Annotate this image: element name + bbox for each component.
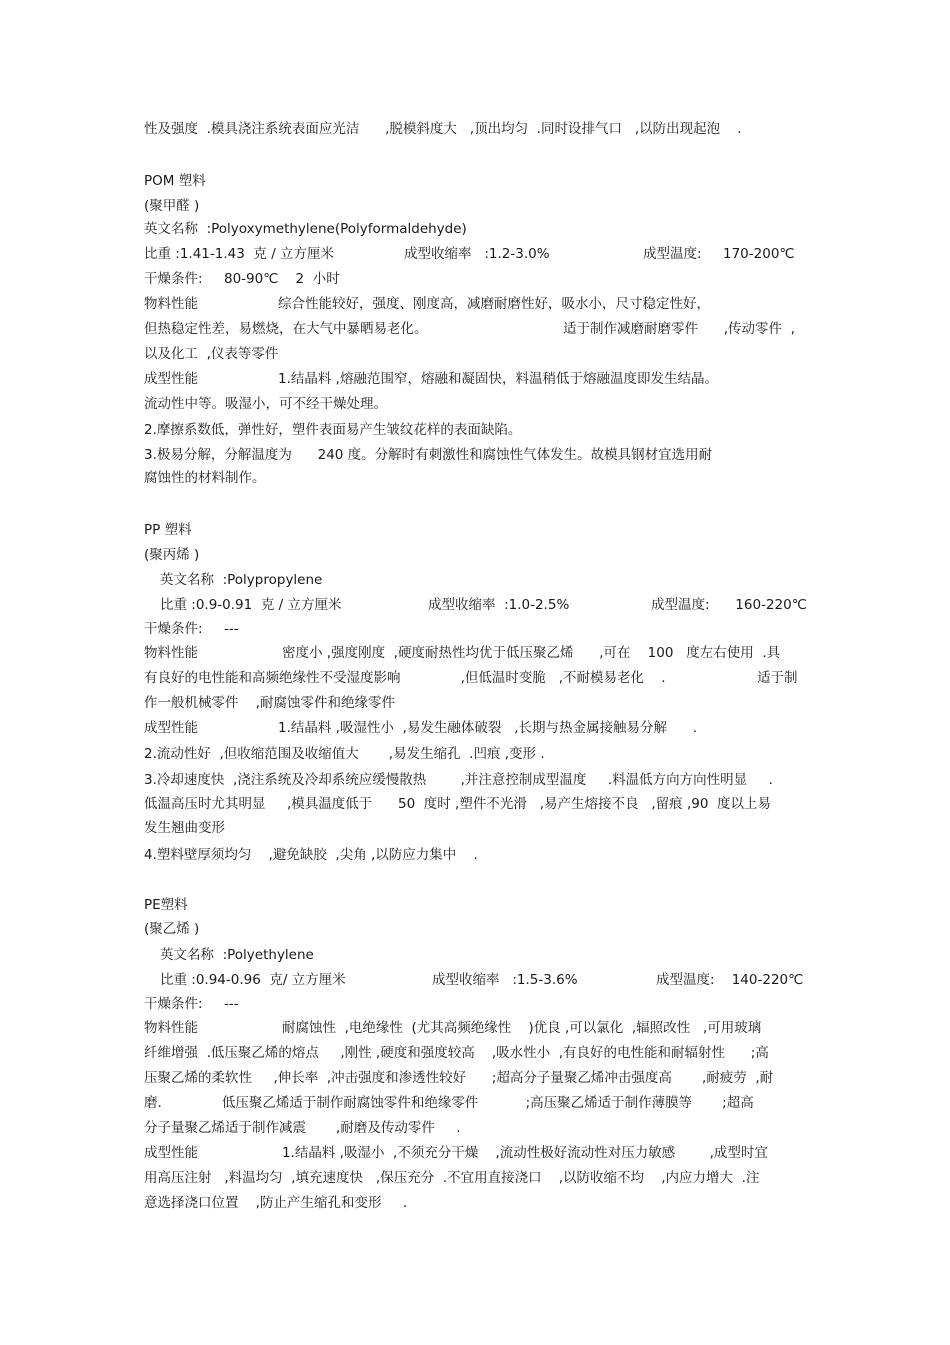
- pom-props-1: 综合性能较好，强度、刚度高，减磨耐磨性好，吸水小，尺寸稳定性好，: [278, 296, 710, 312]
- pp-en-name: 英文名称 :Polypropylene: [160, 572, 323, 588]
- pp-temp: 成型温度: 160-220℃: [651, 597, 807, 613]
- pe-props-2: 纤维增强 .低压聚乙烯的熔点 ,刚性 ,硬度和强度较高 ,吸水性小 ,有良好的电性能和耐辐射性 ;高: [144, 1045, 769, 1061]
- pp-mold-4: 低温高压时尤其明显 ,模具温度低于 50 度时 ,塑件不光滑 ,易产生熔接不良 ,留痕 ,90 度以上易: [144, 796, 772, 812]
- pe-mold-1: 1.结晶料 ,吸湿小 ,不须充分干燥 ,流动性极好流动性对压力敏感 ,成型时宜: [282, 1145, 768, 1161]
- pom-en-name: 英文名称 :Polyoxymethylene(Polyformaldehyde): [144, 221, 467, 237]
- pe-props-3: 压聚乙烯的柔软性 ,伸长率 ,冲击强度和渗透性较好 ;超高分子量聚乙烯冲击强度高 ,耐疲劳 ,耐: [144, 1070, 774, 1086]
- pp-mold-2: 2.流动性好 ,但收缩范围及收缩值大 ,易发生缩孔 .凹痕 ,变形 .: [144, 746, 545, 762]
- pp-props-3: 作一般机械零件 ,耐腐蚀零件和绝缘零件: [144, 695, 395, 711]
- pp-mold-6: 4.塑料壁厚须均匀 ,避免缺胶 ,尖角 ,以防应力集中 .: [144, 847, 478, 863]
- pp-props-1: 密度小 ,强度刚度 ,硬度耐热性均优于低压聚乙烯 ,可在 100 度左右使用 .具: [282, 645, 781, 661]
- pom-drying: 干燥条件: 80-90℃ 2 小时: [144, 271, 340, 287]
- pp-drying: 干燥条件: ---: [144, 621, 239, 637]
- pe-mold-label: 成型性能: [144, 1145, 198, 1161]
- pom-title: POM 塑料: [144, 173, 206, 189]
- pe-cn-name: (聚乙烯 ): [144, 921, 200, 937]
- pom-mold-4: 3.极易分解，分解温度为 240 度。分解时有刺激性和腐蚀性气体发生。故模具钢材宜选用耐: [144, 447, 713, 463]
- pom-mold-5: 腐蚀性的材料制作。: [144, 470, 266, 486]
- pp-props-2b: 适于制: [757, 670, 798, 686]
- pe-props-5: 分子量聚乙烯适于制作减震 ,耐磨及传动零件 .: [144, 1120, 461, 1136]
- pp-props-label: 物料性能: [144, 645, 198, 661]
- pp-props-2: 有良好的电性能和高频绝缘性不受湿度影响 ,但低温时变脆 ,不耐模易老化 .: [144, 670, 666, 686]
- pe-props-1: 耐腐蚀性 ,电绝缘性 (尤其高频绝缘性 )优良 ,可以氯化 ,辐照改性 ,可用玻璃: [282, 1020, 762, 1036]
- pom-mold-1: 1.结晶料 ,熔融范围窄，熔融和凝固快，料温稍低于熔融温度即发生结晶。: [278, 371, 718, 387]
- pom-shrink: 成型收缩率 :1.2-3.0%: [404, 246, 550, 262]
- pp-shrink: 成型收缩率 :1.0-2.5%: [428, 597, 570, 613]
- pom-props-2b: 适于制作减磨耐磨零件 ,传动零件 ,: [563, 321, 795, 337]
- pp-mold-5: 发生翘曲变形: [144, 820, 225, 836]
- pp-title: PP 塑料: [144, 522, 192, 538]
- pom-props-3: 以及化工 ,仪表等零件: [144, 346, 279, 362]
- pe-props-label: 物料性能: [144, 1020, 198, 1036]
- pe-temp: 成型温度: 140-220℃: [656, 972, 804, 988]
- pom-mold-label: 成型性能: [144, 371, 198, 387]
- pp-mold-label: 成型性能: [144, 720, 198, 736]
- pp-density: 比重 :0.9-0.91 克 / 立方厘米: [160, 597, 342, 613]
- pp-mold-3: 3.冷却速度快 ,浇注系统及冷却系统应缓慢散热 ,并注意控制成型温度 .料温低方向方向性明显 .: [144, 772, 773, 788]
- pom-mold-2: 流动性中等。吸湿小，可不经干燥处理。: [144, 396, 387, 412]
- pe-mold-2: 用高压注射 ,料温均匀 ,填充速度快 ,保压充分 .不宜用直接浇口 ,以防收缩不均 ,内应力增大 .注: [144, 1170, 760, 1186]
- pom-density: 比重 :1.41-1.43 克 / 立方厘米: [144, 246, 335, 262]
- pom-props-2a: 但热稳定性差，易燃烧，在大气中暴晒易老化。: [144, 321, 428, 337]
- intro-line: 性及强度 .模具浇注系统表面应光洁 ,脱模斜度大 ,顶出均匀 .同时设排气口 ,以防出现起泡 .: [144, 121, 742, 137]
- pe-mold-3: 意选择浇口位置 ,防止产生缩孔和变形 .: [144, 1195, 408, 1211]
- pe-props-4: 磨. 低压聚乙烯适于制作耐腐蚀零件和绝缘零件 ;高压聚乙烯适于制作薄膜等 ;超高: [144, 1095, 754, 1111]
- pe-en-name: 英文名称 :Polyethylene: [160, 947, 314, 963]
- pp-cn-name: (聚丙烯 ): [144, 547, 200, 563]
- pom-mold-3: 2.摩擦系数低，弹性好，塑件表面易产生皱纹花样的表面缺陷。: [144, 422, 522, 438]
- pom-props-label: 物料性能: [144, 296, 198, 312]
- pp-mold-1: 1.结晶料 ,吸湿性小 ,易发生融体破裂 ,长期与热金属接触易分解 .: [278, 720, 698, 736]
- pe-drying: 干燥条件: ---: [144, 996, 239, 1012]
- pe-density: 比重 :0.94-0.96 克/ 立方厘米: [160, 972, 346, 988]
- pe-shrink: 成型收缩率 :1.5-3.6%: [432, 972, 578, 988]
- pe-title: PE塑料: [144, 897, 188, 913]
- pom-cn-name: (聚甲醛 ): [144, 198, 200, 214]
- pom-temp: 成型温度: 170-200℃: [643, 246, 795, 262]
